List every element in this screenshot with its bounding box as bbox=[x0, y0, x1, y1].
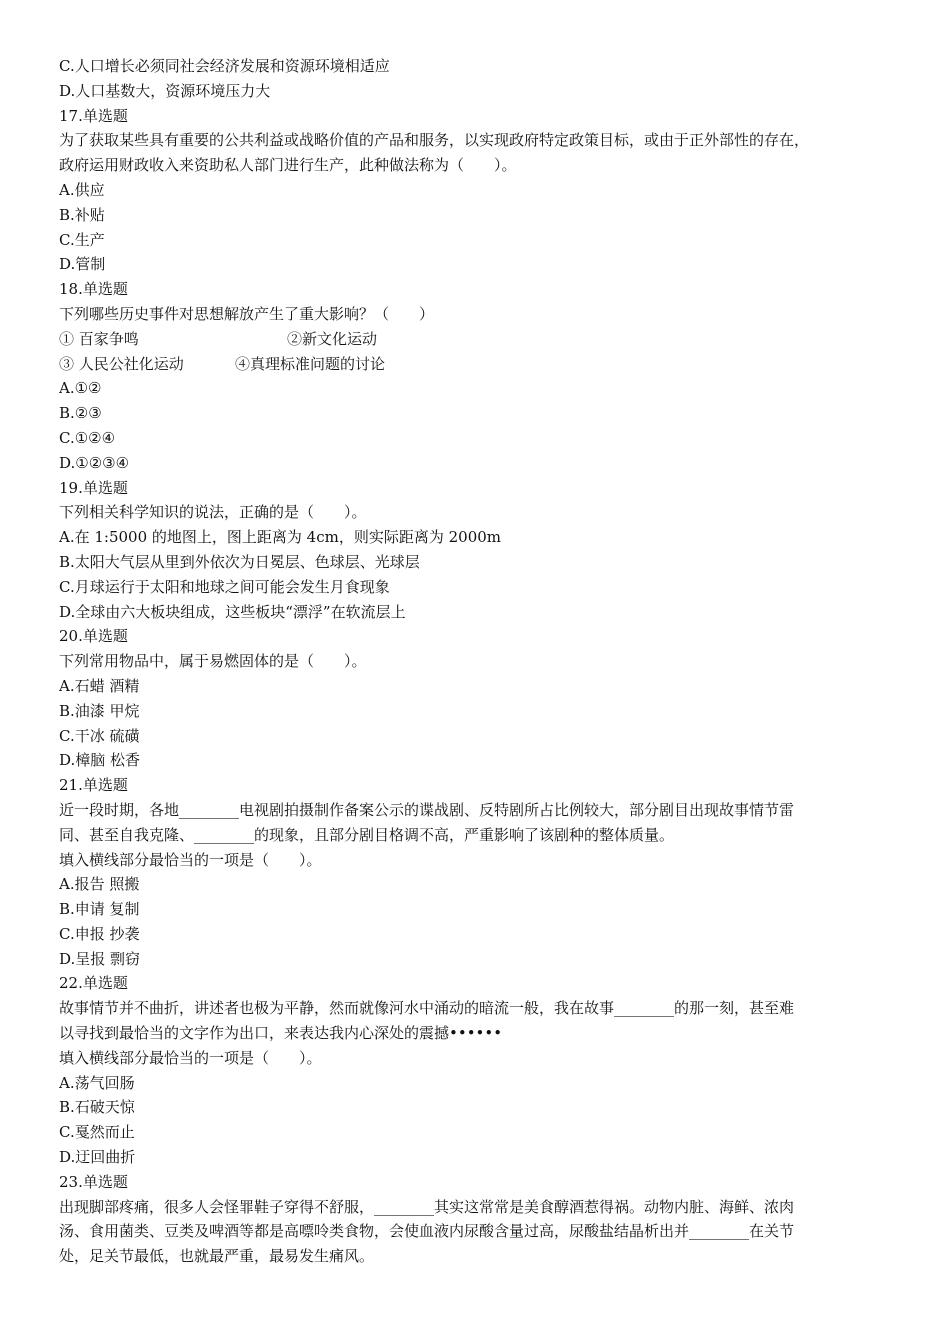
q20-option-a: A.石蜡 酒精 bbox=[59, 676, 140, 695]
q22-option-c: C.戛然而止 bbox=[59, 1123, 135, 1142]
q20-header: 20.单选题 bbox=[59, 627, 128, 646]
q18-item-4: ④真理标准问题的讨论 bbox=[235, 354, 386, 373]
q20-option-b: B.油漆 甲烷 bbox=[59, 701, 140, 720]
q17-option-b: B.补贴 bbox=[59, 205, 105, 224]
q23-stem-line-2: 汤、食用菌类、豆类及啤酒等都是高嘌呤类食物，会使血液内尿酸含量过高，尿酸盐结晶析出并________在关节 bbox=[59, 1222, 795, 1241]
q18-items-row-1 bbox=[59, 327, 891, 352]
q21-option-b: B.申请 复制 bbox=[59, 900, 140, 919]
q20-stem: 下列常用物品中，属于易燃固体的是（ ）。 bbox=[59, 652, 367, 671]
q18-option-b: B.②③ bbox=[59, 404, 102, 423]
q21-prompt: 填入横线部分最恰当的一项是（ ）。 bbox=[59, 850, 322, 869]
q18-option-a: A.①② bbox=[59, 379, 102, 398]
document-page bbox=[59, 54, 891, 1269]
q17-header: 17.单选题 bbox=[59, 106, 128, 125]
q19-header: 19.单选题 bbox=[59, 478, 128, 497]
q22-option-d: D.迂回曲折 bbox=[59, 1148, 136, 1167]
q19-option-a: A.在 1:5000 的地图上，图上距离为 4cm，则实际距离为 2000m bbox=[59, 528, 502, 547]
q16-option-c: C.人口增长必须同社会经济发展和资源环境相适应 bbox=[59, 57, 390, 75]
q21-option-c: C.申报 抄袭 bbox=[59, 924, 140, 943]
q17-stem-line-2: 政府运用财政收入来资助私人部门进行生产，此种做法称为（ ）。 bbox=[59, 156, 517, 175]
q18-item-3: ③ 人民公社化运动 bbox=[59, 354, 184, 373]
q16-option-d: D.人口基数大，资源环境压力大 bbox=[59, 81, 271, 100]
q18-option-d: D.①②③④ bbox=[59, 453, 130, 472]
q19-option-b: B.太阳大气层从里到外依次为日冕层、色球层、光球层 bbox=[59, 552, 420, 571]
q23-stem-line-1: 出现脚部疼痛，很多人会怪罪鞋子穿得不舒服，________其实这常常是美食醇酒惹得祸。动物内脏、海鲜、浓肉 bbox=[59, 1197, 795, 1216]
q18-item-2: ②新文化运动 bbox=[287, 329, 378, 348]
q22-prompt: 填入横线部分最恰当的一项是（ ）。 bbox=[59, 1048, 322, 1067]
q23-header: 23.单选题 bbox=[59, 1172, 128, 1191]
q17-stem-line-1: 为了获取某些具有重要的公共利益或战略价值的产品和服务，以实现政府特定政策目标，或由于正外部性的存在， bbox=[59, 131, 810, 150]
q18-item-1: ① 百家争鸣 bbox=[59, 329, 139, 348]
q17-option-c: C.生产 bbox=[59, 230, 105, 249]
q19-option-d: D.全球由六大板块组成，这些板块“漂浮”在软流层上 bbox=[59, 602, 406, 621]
q22-stem-line-2: 以寻找到最恰当的文字作为出口，来表达我内心深处的震撼•••••• bbox=[59, 1024, 503, 1043]
q22-header: 22.单选题 bbox=[59, 974, 128, 993]
q18-stem: 下列哪些历史事件对思想解放产生了重大影响？（ ） bbox=[59, 304, 435, 323]
q22-option-b: B.石破天惊 bbox=[59, 1098, 135, 1117]
q21-option-d: D.呈报 剽窃 bbox=[59, 949, 141, 968]
q21-stem-line-2: 同、甚至自我克隆、________的现象，且部分剧目格调不高，严重影响了该剧种的整体质量。 bbox=[59, 825, 675, 844]
q21-header: 21.单选题 bbox=[59, 776, 128, 795]
q21-stem-line-1: 近一段时期，各地________电视剧拍摄制作备案公示的谍战剧、反特剧所占比例较大，部分剧目出现故事情节雷 bbox=[59, 800, 795, 819]
q18-header: 18.单选题 bbox=[59, 280, 128, 299]
q17-option-d: D.管制 bbox=[59, 255, 106, 274]
q19-stem: 下列相关科学知识的说法，正确的是（ ）。 bbox=[59, 503, 367, 522]
q20-option-d: D.樟脑 松香 bbox=[59, 751, 141, 770]
q18-items-row-2 bbox=[59, 352, 891, 377]
q23-stem-line-3: 处，足关节最低，也就最严重，最易发生痛风。 bbox=[59, 1247, 375, 1266]
q22-option-a: A.荡气回肠 bbox=[59, 1073, 135, 1092]
q19-option-c: C.月球运行于太阳和地球之间可能会发生月食现象 bbox=[59, 577, 390, 596]
q18-option-c: C.①②④ bbox=[59, 428, 116, 447]
q17-option-a: A.供应 bbox=[59, 180, 105, 199]
q22-stem-line-1: 故事情节并不曲折，讲述者也极为平静，然而就像河水中涌动的暗流一般，我在故事________的那一刻，甚至难 bbox=[59, 999, 795, 1018]
q21-option-a: A.报告 照搬 bbox=[59, 875, 140, 894]
q20-option-c: C.干冰 硫磺 bbox=[59, 726, 140, 745]
